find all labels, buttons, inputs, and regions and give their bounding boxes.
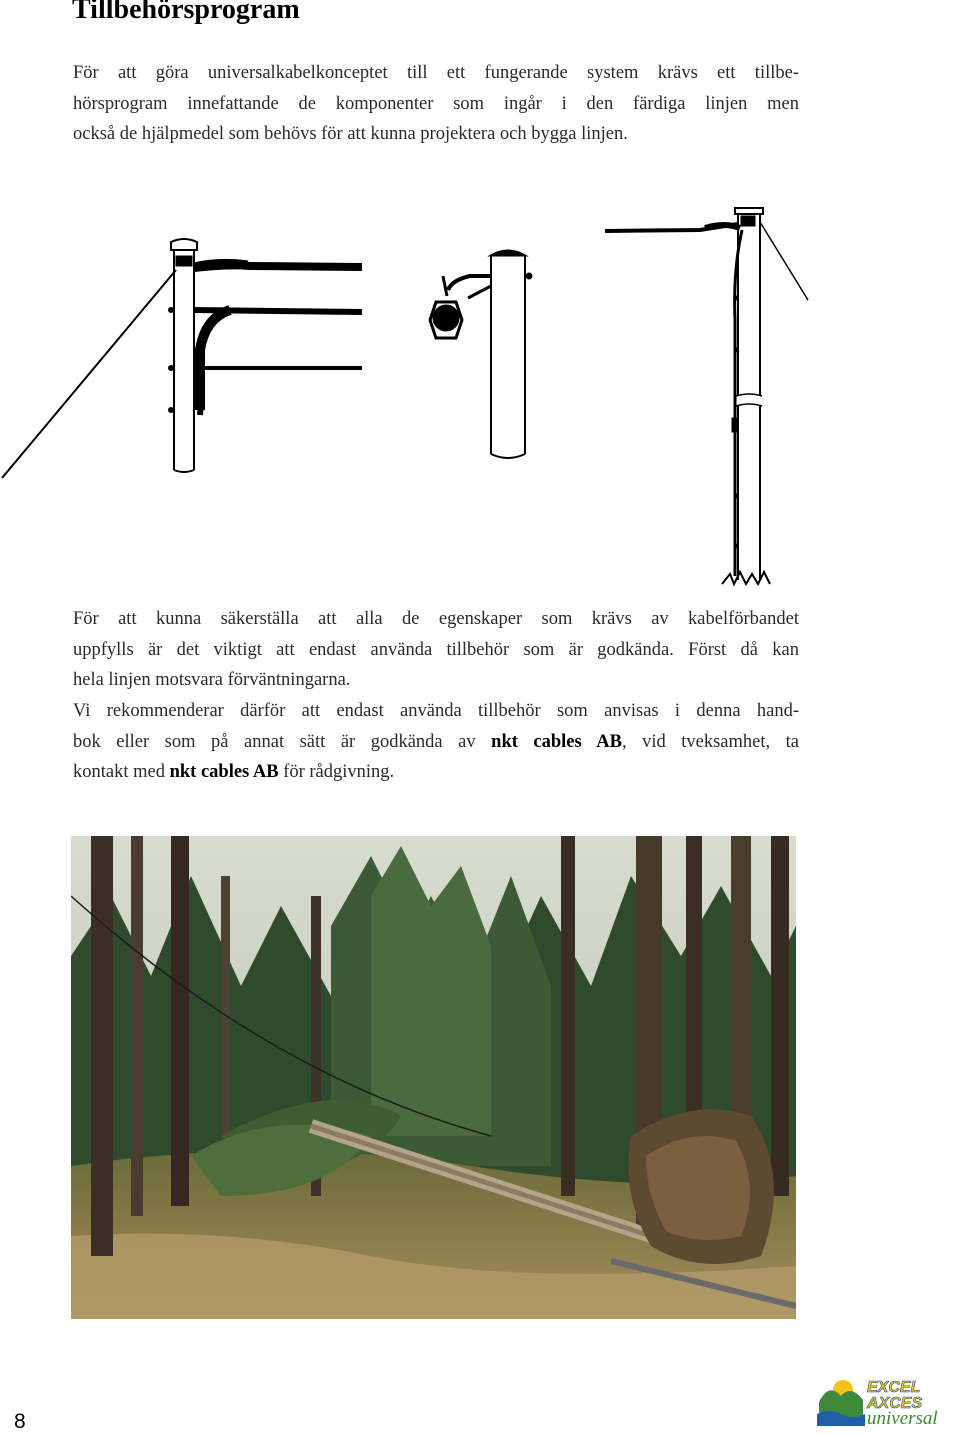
forest-photo <box>71 836 796 1319</box>
middle-pole-diagram <box>430 250 532 458</box>
paragraph-line: uppfylls är det viktigt att endast använda tillbehör som är godkända. Först då kan <box>73 639 799 660</box>
text-run: för rådgivning. <box>278 762 395 782</box>
logo-word-universal: universal <box>867 1408 938 1429</box>
intro-line: För att göra universalkabelkonceptet till ett fungerande system krävs ett tillbe- <box>73 63 799 83</box>
logo-word-axces: AXCES <box>867 1395 923 1412</box>
paragraph-line: Vi rekommenderar därför att endast använda tillbehör som anvisas i denna hand- <box>73 701 799 721</box>
pole-illustrations <box>0 200 960 600</box>
logo-word-excel: EXCEL <box>867 1379 921 1396</box>
text-run: , vid tveksamhet, ta <box>621 731 800 752</box>
paragraph-recommendation <box>73 696 799 788</box>
intro-paragraph <box>73 58 799 150</box>
company-name: nkt cables AB <box>491 731 622 752</box>
page-title: Tillbehörsprogram <box>72 0 300 25</box>
text-run: kontakt med <box>73 762 170 782</box>
paragraph-accessories <box>73 604 799 696</box>
fallen-tree-scene <box>71 836 796 1319</box>
paragraph-line: hela linjen motsvara förväntningarna. <box>73 670 351 690</box>
intro-line: hörsprogram innefattande de komponenter som ingår i den färdiga linjen men <box>73 93 799 114</box>
left-pole-diagram <box>2 239 362 478</box>
page-number: 8 <box>14 1410 26 1433</box>
paragraph-line: För att kunna säkerställa att alla de egenskaper som krävs av kabelförbandet <box>73 609 799 629</box>
company-name: nkt cables AB <box>169 762 279 782</box>
excel-axces-universal-logo <box>815 1372 955 1432</box>
text-run: bok eller som på annat sätt är godkända av <box>73 731 492 752</box>
paragraph-line <box>73 727 799 758</box>
paragraph-line <box>73 757 799 788</box>
intro-line: också de hjälpmedel som behövs för att kunna projektera och bygga linjen. <box>73 124 628 144</box>
right-pole-diagram <box>605 208 808 584</box>
